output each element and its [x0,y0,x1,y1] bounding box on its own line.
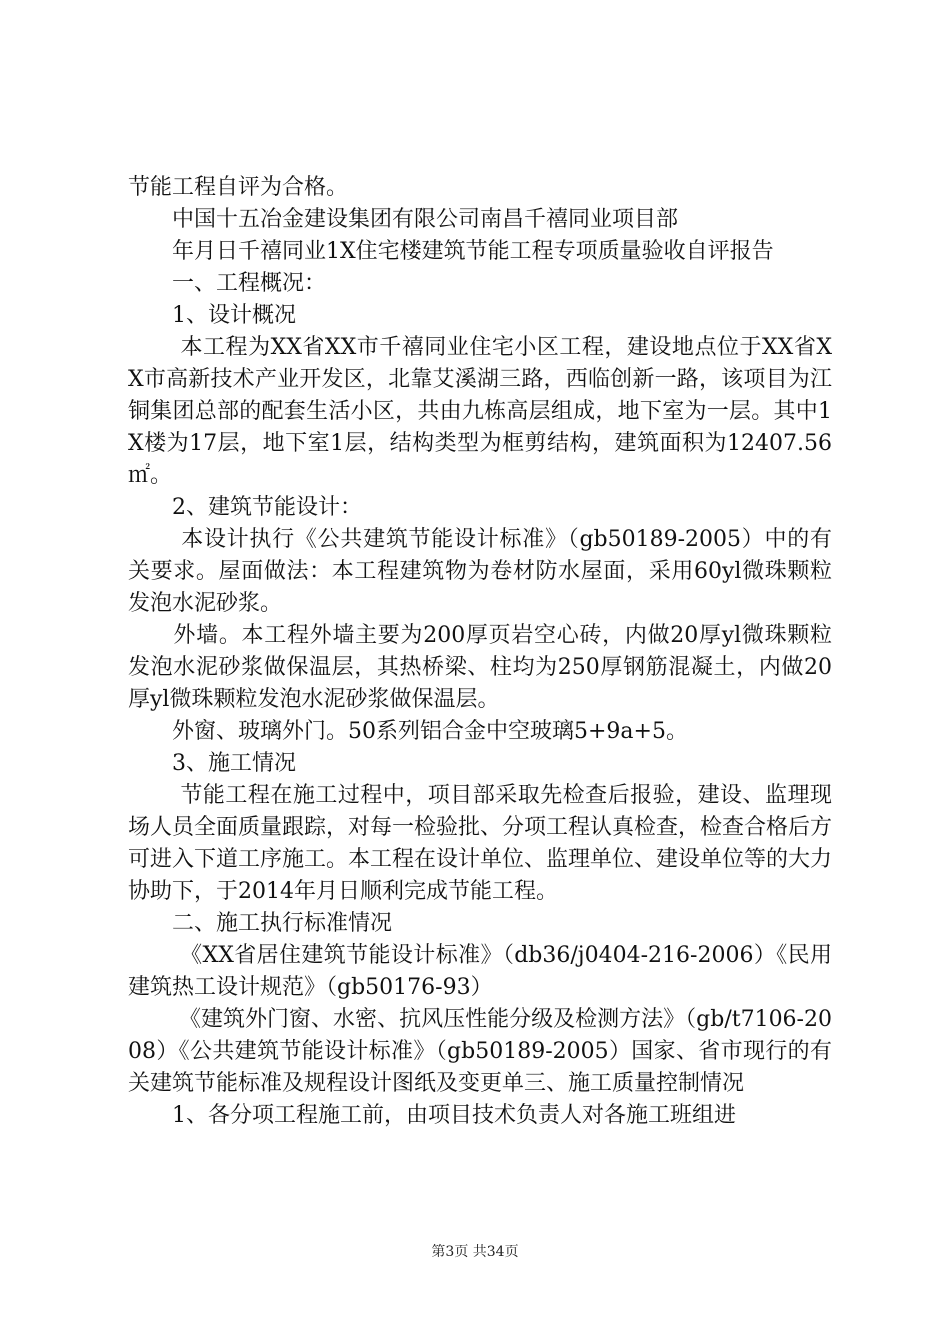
page-number-footer: 第3页 共34页 [431,1244,519,1260]
heading-standards: 二、施工执行标准情况 [128,911,393,936]
document-body [128,172,832,1132]
paragraph-construction-status: 节能工程在施工过程中，项目部采取先检查后报验，建设、监理现场人员全面质量跟踪，对每一检验批、分项工程认真检查，检查合格后方可进入下道工序施工。本工程在设计单位、监理单位、建设单位等的大力协助下，于2014年月日顺利完成节能工程。 [128,783,833,904]
paragraph-standards-1: 《XX省居住建筑节能设计标准》（db36/j0404-216-2006）《民用建筑热工设计规范》（gb50176-93） [128,943,832,1000]
paragraph-design-overview: 本工程为XX省XX市千禧同业住宅小区工程，建设地点位于XX省XX市高新技术产业开发区，北靠艾溪湖三路，西临创新一路，该项目为江铜集团总部的配套生活小区，共由九栋高层组成，地下室为一层。其中1X楼为17层，地下室1层，结构类型为框剪结构，建筑面积为12407.56㎡。 [128,335,832,488]
heading-design-overview: 1、设计概况 [128,303,296,328]
heading-project-overview: 一、工程概况： [128,271,327,296]
paragraph-quality-control: 1、各分项工程施工前，由项目技术负责人对各施工班组进 [128,1103,736,1128]
heading-energy-design: 2、建筑节能设计： [128,495,362,520]
paragraph-energy-design: 本设计执行《公共建筑节能设计标准》（gb50189-2005）中的有关要求。屋面做法：本工程建筑物为卷材防水屋面，采用60yl微珠颗粒发泡水泥砂浆。 [128,527,832,616]
heading-construction-status: 3、施工情况 [128,751,296,776]
paragraph-exterior-window: 外窗、玻璃外门。50系列铝合金中空玻璃5+9a+5。 [128,719,688,744]
paragraph-exterior-wall: 外墙。本工程外墙主要为200厚页岩空心砖，内做20厚yl微珠颗粒发泡水泥砂浆做保温层，其热桥梁、柱均为250厚钢筋混凝土，内做20厚yl微珠颗粒发泡水泥砂浆做保温层。 [128,623,832,712]
paragraph-self-assessment-result: 节能工程自评为合格。 [128,175,349,200]
paragraph-company-name: 中国十五冶金建设集团有限公司南昌千禧同业项目部 [128,207,679,232]
paragraph-report-title: 年月日千禧同业1X住宅楼建筑节能工程专项质量验收自评报告 [128,239,774,264]
paragraph-standards-2: 《建筑外门窗、水密、抗风压性能分级及检测方法》（gb/t7106-2008）《公共建筑节能设计标准》（gb50189-2005）国家、省市现行的有关建筑节能标准及规程设计图纸及变更单三、施工质量控制情况 [128,1007,832,1096]
